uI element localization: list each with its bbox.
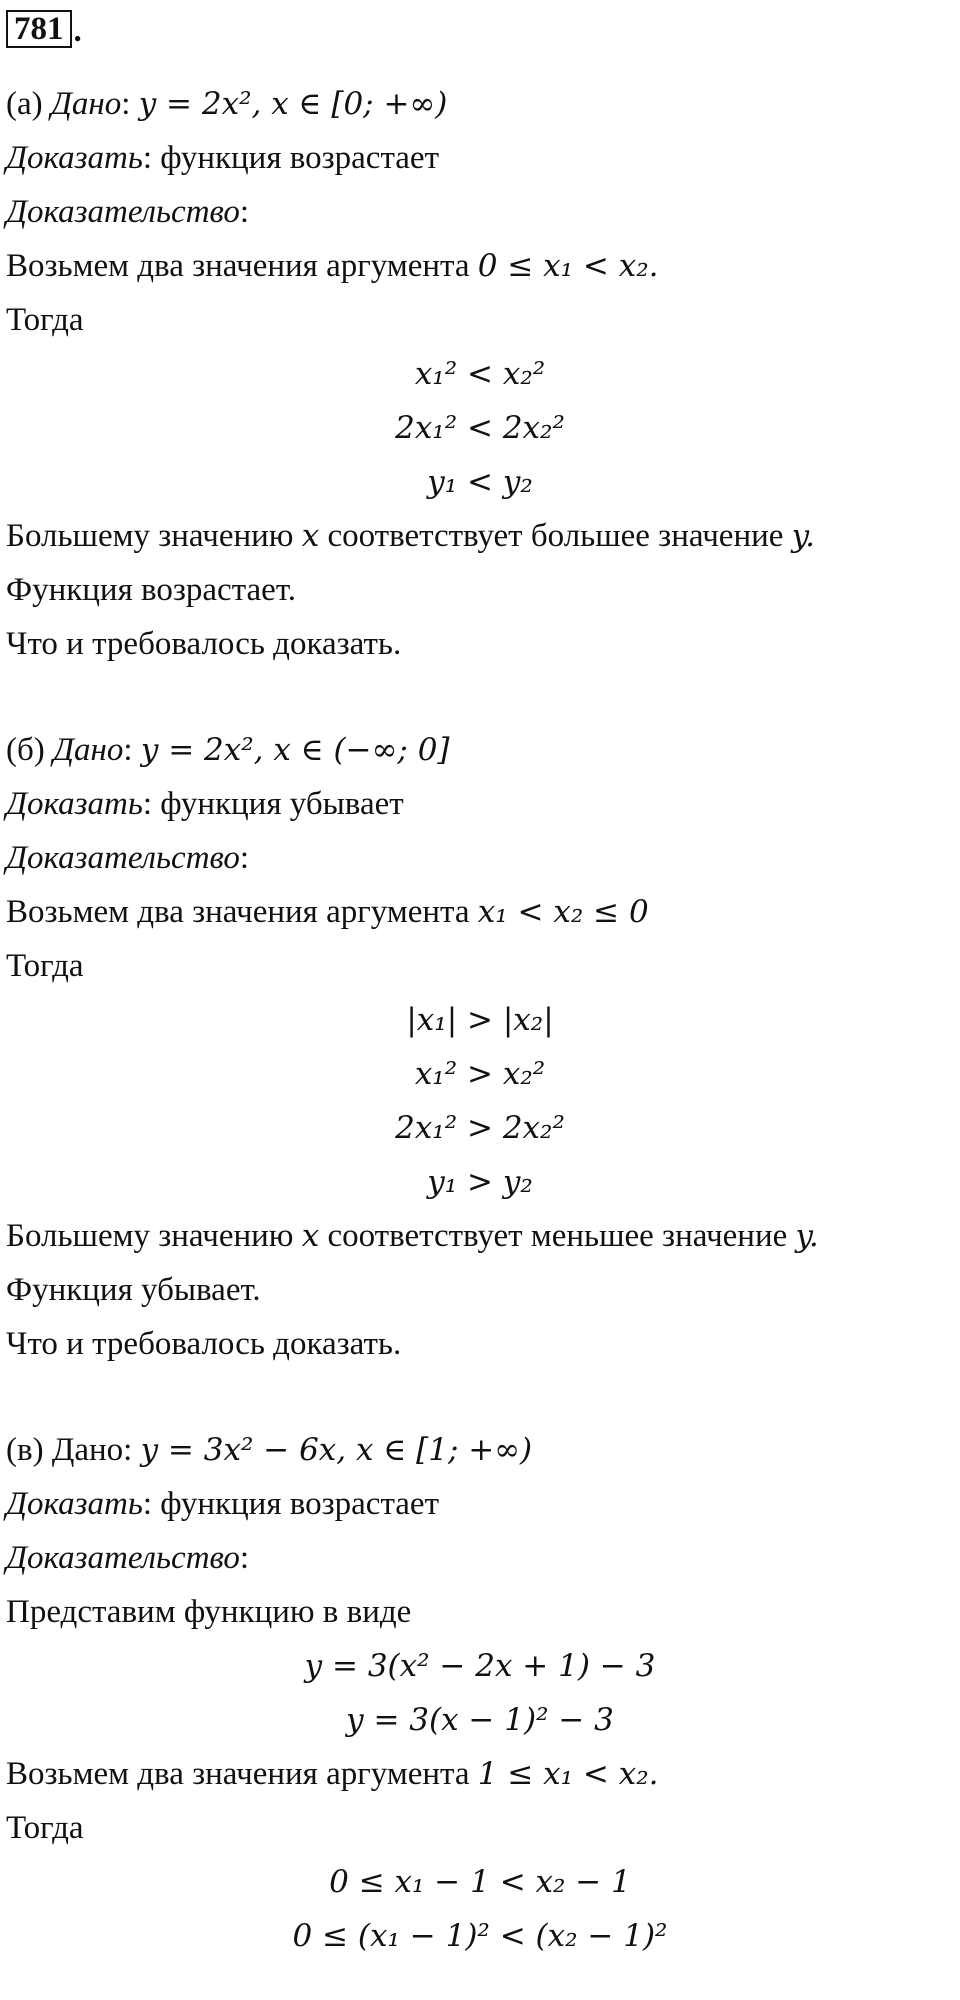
- centered-math-line: [0, 1910, 960, 1962]
- math-expression: x: [301, 518, 320, 554]
- math-expression: y₁ < y₂: [427, 464, 533, 500]
- text-line: [6, 294, 950, 346]
- part-label: (в): [6, 1432, 52, 1468]
- line-text: Тогда: [6, 302, 84, 338]
- text-line: [6, 564, 950, 616]
- math-expression: 2x₁² < 2x₂²: [395, 410, 565, 446]
- math-expression: |x₁| > |x₂|: [406, 1002, 554, 1038]
- text-line: [6, 886, 950, 938]
- text-line: [6, 240, 950, 292]
- keyword-italic: Дано: [53, 732, 124, 768]
- math-expression: y₁ > y₂: [427, 1164, 533, 1200]
- text-line: [6, 618, 950, 670]
- text-line: [6, 1748, 950, 1800]
- centered-math-line: [0, 1856, 960, 1908]
- line-text: :: [121, 86, 139, 122]
- line-text: :: [239, 1540, 250, 1576]
- text-line: [6, 1424, 950, 1476]
- math-expression: 0 ≤ x₁ < x₂.: [477, 248, 659, 284]
- text-line: [6, 510, 950, 562]
- line-text: соответствует большее значение: [319, 518, 792, 554]
- keyword-italic: Доказать: [6, 140, 143, 176]
- line-text: Функция убывает.: [6, 1272, 261, 1308]
- text-line: [6, 1802, 950, 1854]
- line-text: соответствует меньшее значение: [319, 1218, 796, 1254]
- math-expression: 1 ≤ x₁ < x₂.: [477, 1756, 659, 1792]
- keyword-italic: Доказательство: [6, 1540, 240, 1576]
- centered-math-line: [0, 402, 960, 454]
- keyword-italic: Доказательство: [6, 840, 240, 876]
- text-line: [6, 1478, 950, 1530]
- line-text: :: [239, 194, 250, 230]
- centered-math-line: [0, 1048, 960, 1100]
- text-line: [6, 78, 950, 130]
- text-line: [6, 778, 950, 830]
- centered-math-line: [0, 994, 960, 1046]
- line-text: : функция возрастает: [142, 1486, 439, 1522]
- line-text: Большему значению: [6, 518, 302, 554]
- part-label: (а): [6, 86, 51, 122]
- math-expression: 2x₁² > 2x₂²: [395, 1110, 565, 1146]
- centered-math-line: [0, 1156, 960, 1208]
- math-expression: 0 ≤ x₁ − 1 < x₂ − 1: [329, 1864, 631, 1900]
- line-text: :: [123, 1432, 141, 1468]
- line-text: Что и требовалось доказать.: [6, 1326, 402, 1362]
- math-expression: y = 3(x² − 2x + 1) − 3: [304, 1648, 656, 1684]
- keyword-italic: Дано: [50, 86, 122, 122]
- line-text: : функция возрастает: [142, 140, 439, 176]
- part-label: (б): [6, 732, 54, 768]
- text-line: [6, 1586, 950, 1638]
- text-line: [6, 832, 950, 884]
- keyword: Дано: [51, 1432, 124, 1468]
- line-text: Возьмем два значения аргумента: [6, 1756, 478, 1792]
- text-line: [6, 1264, 950, 1316]
- math-expression: x₁ < x₂ ≤ 0: [477, 894, 649, 930]
- centered-math-line: [0, 1102, 960, 1154]
- text-line: [6, 186, 950, 238]
- text-line: [6, 940, 950, 992]
- text-line: [6, 724, 950, 776]
- line-text: :: [239, 840, 250, 876]
- line-text: Большему значению: [6, 1218, 302, 1254]
- text-line: [6, 132, 950, 184]
- centered-math-line: [0, 348, 960, 400]
- keyword-italic: Доказать: [6, 1486, 143, 1522]
- centered-math-line: [0, 1694, 960, 1746]
- line-text: Функция возрастает.: [6, 572, 297, 608]
- math-expression: y = 2x², x ∈ (−∞; 0]: [140, 732, 450, 768]
- centered-math-line: [0, 1640, 960, 1692]
- keyword-italic: Доказать: [6, 786, 143, 822]
- problem-header: [6, 6, 82, 48]
- line-text: Тогда: [6, 1810, 84, 1846]
- line-text: Что и требовалось доказать.: [6, 626, 402, 662]
- math-expression: y.: [795, 1218, 819, 1254]
- math-expression: 0 ≤ (x₁ − 1)² < (x₂ − 1)²: [292, 1918, 668, 1954]
- problem-number: 781: [6, 10, 72, 48]
- keyword-italic: Доказательство: [6, 194, 240, 230]
- math-expression: y.: [791, 518, 815, 554]
- text-line: [6, 1532, 950, 1584]
- math-expression: x₁² < x₂²: [414, 356, 546, 392]
- problem-number-dot: .: [73, 13, 82, 49]
- math-expression: x: [301, 1218, 320, 1254]
- line-text: Возьмем два значения аргумента: [6, 894, 478, 930]
- math-expression: x₁² > x₂²: [414, 1056, 546, 1092]
- text-line: [6, 1210, 950, 1262]
- line-text: : функция убывает: [142, 786, 404, 822]
- line-text: :: [123, 732, 141, 768]
- line-text: Тогда: [6, 948, 84, 984]
- centered-math-line: [0, 456, 960, 508]
- line-text: Возьмем два значения аргумента: [6, 248, 478, 284]
- math-expression: y = 3x² − 6x, x ∈ [1; +∞): [140, 1432, 533, 1468]
- math-expression: y = 3(x − 1)² − 3: [346, 1702, 614, 1738]
- text-line: [6, 1318, 950, 1370]
- math-expression: y = 2x², x ∈ [0; +∞): [138, 86, 448, 122]
- line-text: Представим функцию в виде: [6, 1594, 412, 1630]
